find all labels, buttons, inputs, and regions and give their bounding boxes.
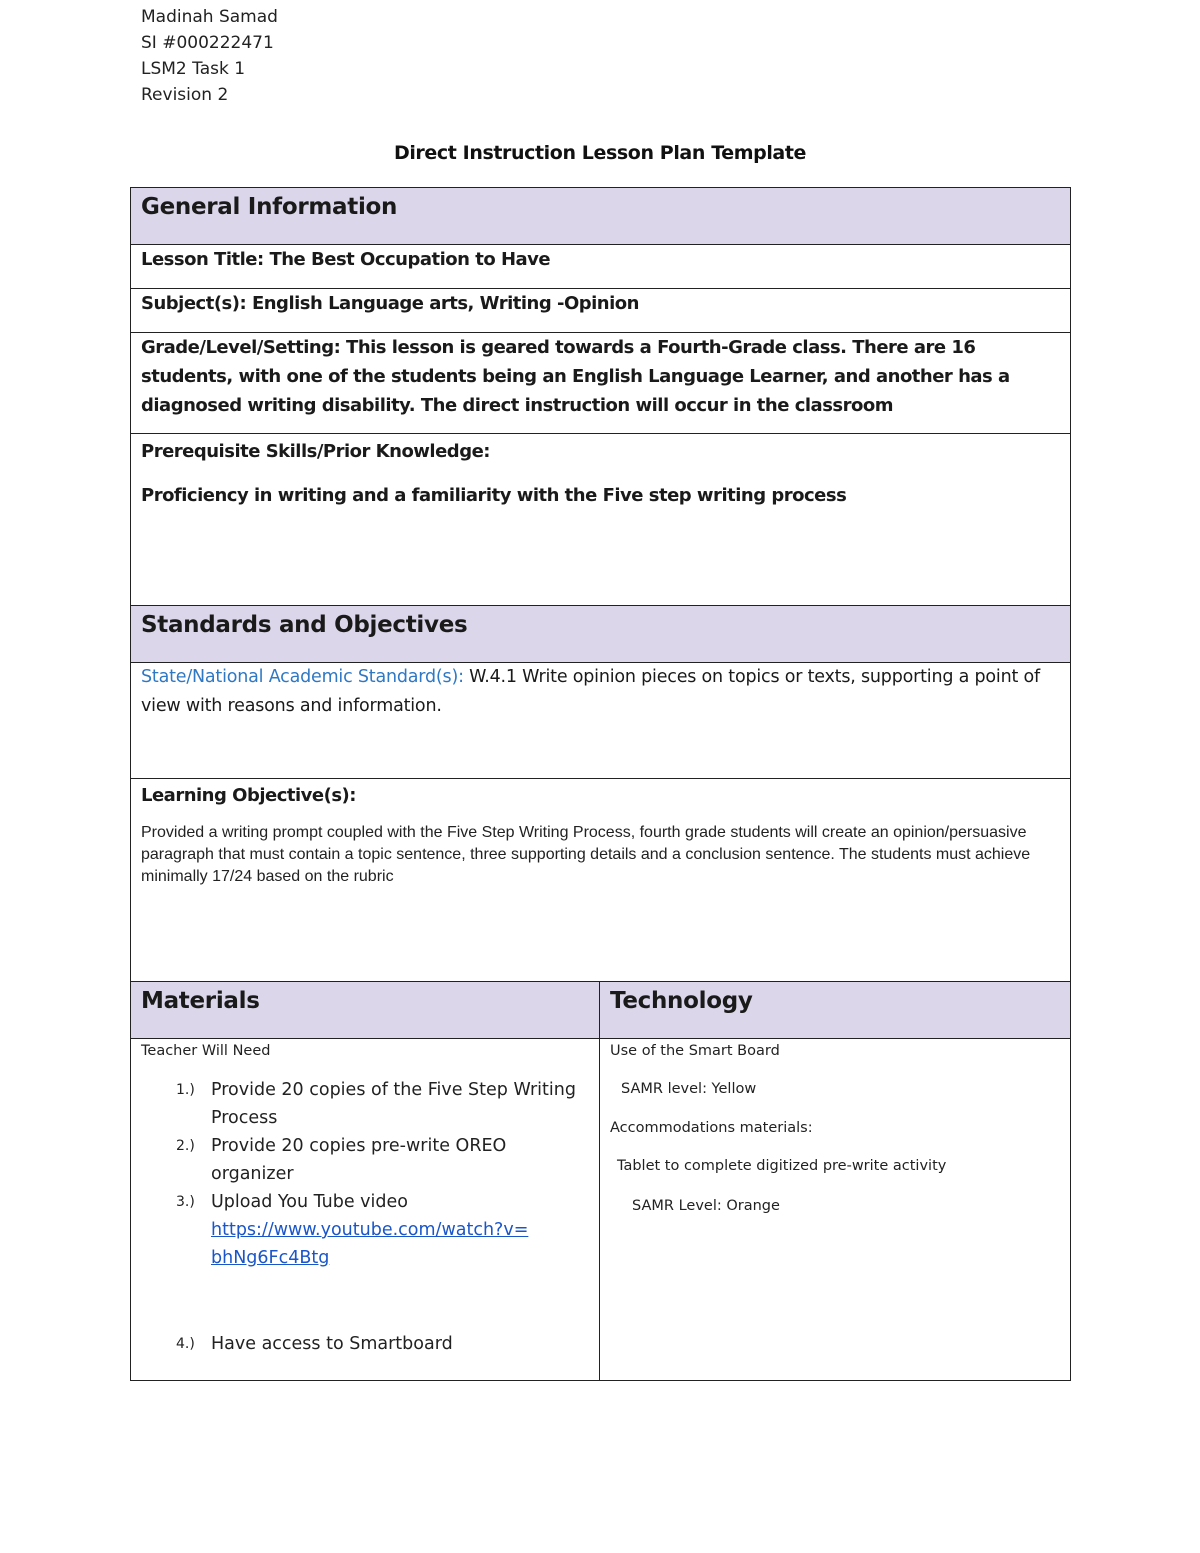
materials-intro: Teacher Will Need <box>141 1043 271 1059</box>
youtube-link[interactable]: https://www.youtube.com/watch?v=bhNg6Fc4Btg <box>211 1220 529 1268</box>
standard-cell <box>131 663 1071 779</box>
tech-line-samr-yellow: SAMR level: Yellow <box>621 1081 757 1097</box>
technology-heading: Technology <box>600 982 1071 1039</box>
revision: Revision 2 <box>141 85 229 105</box>
list-item: 4.) Have access to Smartboard <box>176 1334 453 1354</box>
standards-heading: Standards and Objectives <box>131 606 1071 663</box>
learning-objective-text: Provided a writing prompt coupled with the Five Step Writing Process, fourth grade students will create an opinion/persuasive paragraph that must contain a topic sentence, three supporting details and a conclusion sentence. The students must achieve minimally 17/24 based on the rubric <box>141 824 1031 885</box>
materials-heading: Materials <box>131 982 600 1039</box>
prerequisite-text: Proficiency in writing and a familiarity with the Five step writing process <box>141 485 847 506</box>
document-title: Direct Instruction Lesson Plan Template <box>393 142 807 164</box>
learning-objective-cell <box>131 779 1071 982</box>
student-id: SI #000222471 <box>141 33 274 53</box>
course-task: LSM2 Task 1 <box>141 59 246 79</box>
subjects: Subject(s): English Language arts, Writing -Opinion <box>131 289 1071 333</box>
grade-level-setting: Grade/Level/Setting: This lesson is geared towards a Fourth-Grade class. There are 16 students, with one of the students being an English Language Learner, and another has a diagnosed writing disability. The direct instruction will occur in the classroom <box>131 333 1071 434</box>
tech-line-tablet: Tablet to complete digitized pre-write activity <box>617 1158 947 1174</box>
list-item: 3.) Upload You Tube video https://www.youtube.com/watch?v=bhNg6Fc4Btg <box>141 1188 589 1272</box>
list-item: 2.) Provide 20 copies pre-write OREO organizer <box>176 1136 507 1184</box>
list-item: 1.) Provide 20 copies of the Five Step Writing Process <box>176 1080 576 1128</box>
prerequisite-label: Prerequisite Skills/Prior Knowledge: <box>141 441 490 462</box>
prerequisite-cell <box>131 434 1071 606</box>
author-name: Madinah Samad <box>141 7 278 27</box>
standard-text: W.4.1 Write opinion pieces on topics or texts, supporting a point of view with reasons and information. <box>141 667 1040 716</box>
lesson-plan-table <box>130 187 1071 1381</box>
standard-label: State/National Academic Standard(s): <box>141 667 464 687</box>
tech-line-smartboard: Use of the Smart Board <box>610 1043 780 1059</box>
materials-list <box>141 1076 589 1358</box>
materials-cell <box>131 1039 600 1381</box>
author-header <box>141 4 278 108</box>
tech-line-accommodations: Accommodations materials: <box>610 1120 813 1136</box>
technology-cell <box>600 1039 1071 1381</box>
learning-objective-label: Learning Objective(s): <box>141 785 356 806</box>
lesson-title: Lesson Title: The Best Occupation to Have <box>131 245 1071 289</box>
tech-line-samr-orange: SAMR Level: Orange <box>632 1198 780 1214</box>
general-info-heading: General Information <box>131 188 1071 245</box>
